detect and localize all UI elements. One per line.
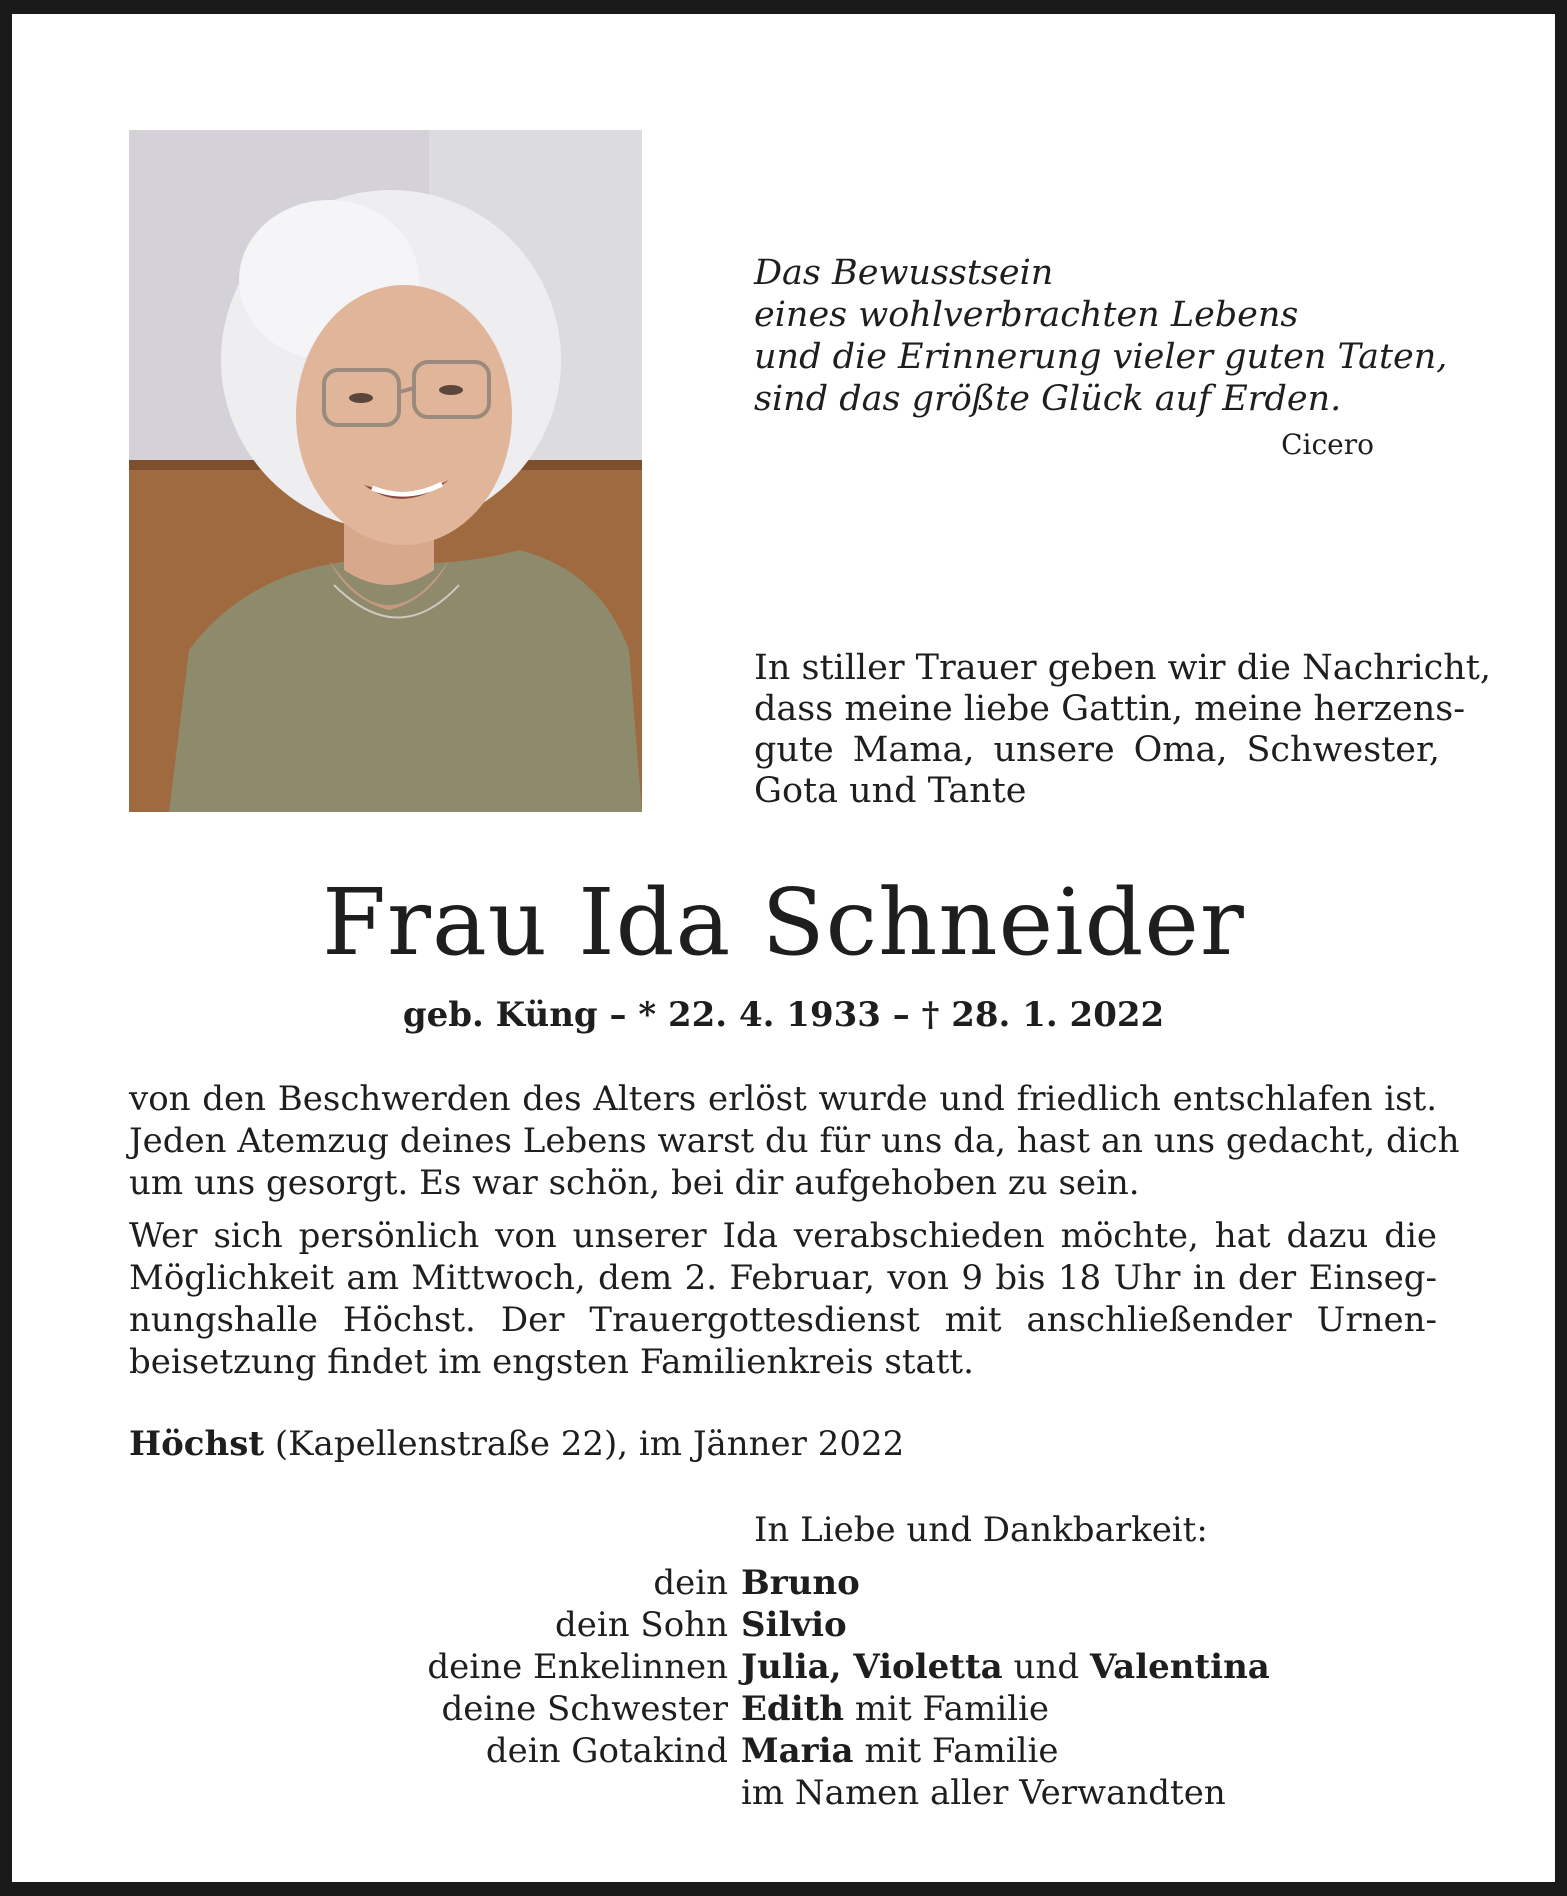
body-paragraph-2 bbox=[129, 1215, 1437, 1383]
body-line: Möglichkeit am Mittwoch, dem 2. Februar, von 9 bis 18 Uhr in der Einseg- bbox=[129, 1258, 1437, 1298]
signer-suffix: im Namen aller Verwandten bbox=[741, 1773, 1226, 1813]
place-and-date bbox=[129, 1424, 904, 1464]
signers-list bbox=[300, 1562, 1400, 1814]
quote-line: Das Bewusstsein bbox=[754, 253, 1054, 293]
deceased-name: Frau Ida Schneider bbox=[322, 869, 1245, 976]
signer-name: Silvio bbox=[741, 1605, 847, 1645]
signer-row bbox=[300, 1604, 1400, 1646]
thanks-line: In Liebe und Dankbarkeit: bbox=[754, 1510, 1208, 1550]
signer-name: Julia, Violetta bbox=[741, 1647, 1003, 1687]
quote-author: Cicero bbox=[1281, 428, 1374, 461]
signer-name: Bruno bbox=[741, 1563, 860, 1603]
signer-name: Maria bbox=[741, 1731, 854, 1771]
place-rest: (Kapellenstraße 22), im Jänner 2022 bbox=[264, 1424, 905, 1464]
intro-line: In stiller Trauer geben wir die Nachricht, bbox=[754, 648, 1491, 688]
signer-row bbox=[300, 1562, 1400, 1604]
quote bbox=[754, 252, 1448, 420]
signer-suffix: mit Familie bbox=[853, 1731, 1059, 1771]
intro-line: Gota und Tante bbox=[754, 771, 1027, 811]
quote-line: sind das größte Glück auf Erden. bbox=[754, 379, 1342, 419]
signer-row bbox=[300, 1646, 1400, 1688]
quote-line: und die Erinnerung vieler guten Taten, bbox=[754, 337, 1448, 377]
quote-line: eines wohlverbrachten Lebens bbox=[754, 295, 1299, 335]
signer-row bbox=[300, 1772, 1400, 1814]
body-line: Wer sich persönlich von unserer Ida verabschieden möchte, hat dazu die bbox=[129, 1216, 1437, 1256]
signer-relation: deine Enkelinnen bbox=[427, 1647, 728, 1687]
signer-relation: deine Schwester bbox=[441, 1689, 728, 1729]
place-town: Höchst bbox=[129, 1424, 265, 1464]
birth-death-dates: geb. Küng – * 22. 4. 1933 – † 28. 1. 2022 bbox=[402, 995, 1165, 1035]
body-line: von den Beschwerden des Alters erlöst wurde und friedlich entschlafen ist. bbox=[129, 1079, 1437, 1119]
signer-relation: dein Gotakind bbox=[485, 1731, 728, 1771]
intro-line: dass meine liebe Gattin, meine herzens- bbox=[754, 689, 1466, 729]
intro-text bbox=[754, 648, 1491, 812]
portrait-photo bbox=[129, 130, 642, 812]
body-paragraph-1 bbox=[129, 1078, 1460, 1204]
body-line: Jeden Atemzug deines Lebens warst du für uns da, hast an uns gedacht, dich bbox=[129, 1121, 1460, 1161]
signer-relation: dein bbox=[653, 1563, 728, 1603]
signer-suffix: mit Familie bbox=[844, 1689, 1049, 1729]
signer-row bbox=[300, 1688, 1400, 1730]
signer-row bbox=[300, 1730, 1400, 1772]
signer-name: Edith bbox=[741, 1689, 845, 1729]
body-line: beisetzung findet im engsten Familienkreis statt. bbox=[129, 1342, 974, 1382]
body-line: nungshalle Höchst. Der Trauergottesdienst mit anschließender Urnen- bbox=[129, 1300, 1437, 1340]
signer-relation bbox=[300, 1772, 741, 1814]
body-line: um uns gesorgt. Es war schön, bei dir aufgehoben zu sein. bbox=[129, 1163, 1140, 1203]
signer-relation: dein Sohn bbox=[554, 1605, 728, 1645]
signer-name: Valentina bbox=[1089, 1647, 1270, 1687]
signer-connector: und bbox=[1002, 1647, 1090, 1687]
intro-line: gute Mama, unsere Oma, Schwester, bbox=[754, 730, 1440, 770]
